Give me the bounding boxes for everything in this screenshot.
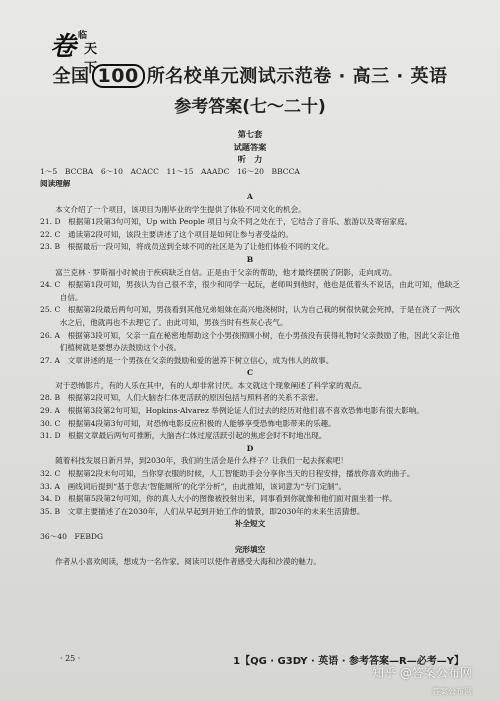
title-prefix: 全国 — [52, 66, 90, 87]
logo-sub-glyph: 天下 — [84, 42, 98, 76]
section-label: D — [246, 443, 254, 453]
watermark-main: 知乎 @答案公布网 — [372, 666, 472, 680]
reading-title: 阅读理解 — [40, 179, 71, 189]
section-intro: 对于恐怖影片，有的人乐在其中，有的人却非常讨厌。本文就这个现象阐述了科学家的观点。 — [55, 380, 367, 390]
answer-item: 32. C 根据第2段末句可知，当你穿衣服的时候，人工智能助手会分享你当天的日程安排，播放你喜欢的曲子。 — [40, 469, 415, 479]
section-label: A — [247, 191, 253, 201]
answers-title: 试题答案 — [233, 141, 267, 152]
publisher-logo — [46, 26, 102, 76]
footer-brand: 1【QG · G3DY · 英语 · 参考答案—R—必考—Y】 — [233, 656, 464, 667]
writing-title: 完形填空 — [234, 544, 266, 554]
logo-small-glyph: 临 — [78, 31, 88, 41]
watermark-sub: 答案公布网 — [432, 687, 472, 696]
section-label: B — [246, 254, 254, 264]
title-number-badge: 100 — [92, 64, 145, 88]
answer-content — [40, 128, 460, 569]
answer-item: 22. C 通读第2段可知，该段主要讲述了这个项目是如何让参与者受益的。 — [40, 229, 293, 239]
answer-item: 24. C 根据第1段可知，男孩认为自己很不幸，很少和同学一起玩，老师叫到他时，他也是低着头不说话，由此可知，他缺乏自信。 — [40, 280, 461, 302]
answer-item: 25. C 根据第2段最后两句可知，男孩看到其他兄弟姐妹在高兴地浇树时，认为自己栽的树很快就会死掉，于是在浇了一两次水之后，他就再也不去理它了。由此可知，男孩当时有些灰心丧气。 — [40, 305, 461, 327]
listening-answers: 1～5 BCCBA 6～10 ACACC 11～15 AAADC 16～20 BBCCA — [40, 166, 300, 176]
answer-item: 23. B 根据最后一段可知，将成员送到全球不同的社区是为了让他们体验不同的文化。 — [40, 242, 334, 252]
answer-item: 21. D 根据第1段第3句可知，Up with People 项目与众不同之处在于，它结合了音乐、旅游以及寄宿家庭。 — [40, 217, 413, 227]
section-label: C — [246, 368, 254, 378]
writing-intro: 作者从小喜欢阅读，想成为一名作家。阅读可以使作者感受大海和沙漠的魅力。 — [55, 557, 321, 567]
section-intro: 富兰克林 · 罗斯福小时候由于疾病缺乏自信。正是由于父亲的帮助，他才最终摆脱了阴影，走向成功。 — [55, 267, 397, 277]
answer-item: 33. A 画线词后提到“基于您去‘智能厕所’的化学分析”，由此推知，该词意为“专门定制”。 — [40, 481, 347, 491]
answer-item: 35. B 文章主要描述了在2030年，人们从早起到开始工作的情景，即2030年的未来生活猜想。 — [40, 506, 365, 516]
section-intro: 随着科技发展日新月异，到2030年，我们的生活会是什么样子？让我们一起去探索吧！ — [55, 456, 348, 466]
document-subtitle: 参考答案(七～二十) — [174, 97, 326, 117]
answer-item: 31. D 根据文章最后两句可推断，大脑杏仁体过度活跃引起的焦虑会时不时地出现。 — [40, 431, 327, 441]
cloze-answers: 36～40 FEBDG — [40, 532, 104, 541]
answer-item: 29. A 根据第3段第2句可知，Hopkins-Alvarez 举例论证人们过去的经历对他们喜不喜欢恐怖电影有很大影响。 — [40, 406, 424, 416]
answer-item: 30. C 根据第4段第3句可知，对恐怖电影反应积极的人能够享受恐怖电影带来的乐趣。 — [40, 418, 336, 428]
cloze-title: 补全短文 — [234, 519, 266, 529]
document-title — [0, 62, 500, 88]
logo-main-glyph: 卷 — [50, 32, 77, 62]
page-number: · 25 · — [60, 654, 81, 663]
section-intro: 本文介绍了一个项目，该项目为刚毕业的学生提供了体验不同文化的机会。 — [55, 204, 306, 214]
answer-item: 27. A 文章讲述的是一个男孩在父亲的鼓励和爱的滋养下树立信心，成为伟人的故事。 — [40, 355, 334, 365]
answer-item: 26. A 根据第3段可知，父亲一直在秘密地帮助这个小男孩照顾小树，在小男孩没有获得礼物时父亲鼓励了他，因此父亲让他们植树就是要想办法鼓励这个小孩。 — [40, 330, 460, 353]
answer-item: 28. B 根据第2段可知，人们大脑杏仁体更活跃的原因包括与照料者的关系不亲密。 — [40, 393, 324, 403]
reading-section-c — [40, 367, 460, 443]
reading-section-a — [40, 191, 460, 254]
listening-title: 听 力 — [237, 154, 263, 165]
answer-item: 34. D 根据第5段第2句可知，你的真人大小的图像被投射出来，同事看到你就像和他们面对面坐着一样。 — [40, 494, 397, 504]
reading-section-d — [40, 443, 460, 519]
title-suffix: 所名校单元测试示范卷 · 高三 · 英语 — [146, 66, 448, 87]
set-title: 第七套 — [237, 129, 263, 139]
reading-section-b — [40, 254, 460, 367]
